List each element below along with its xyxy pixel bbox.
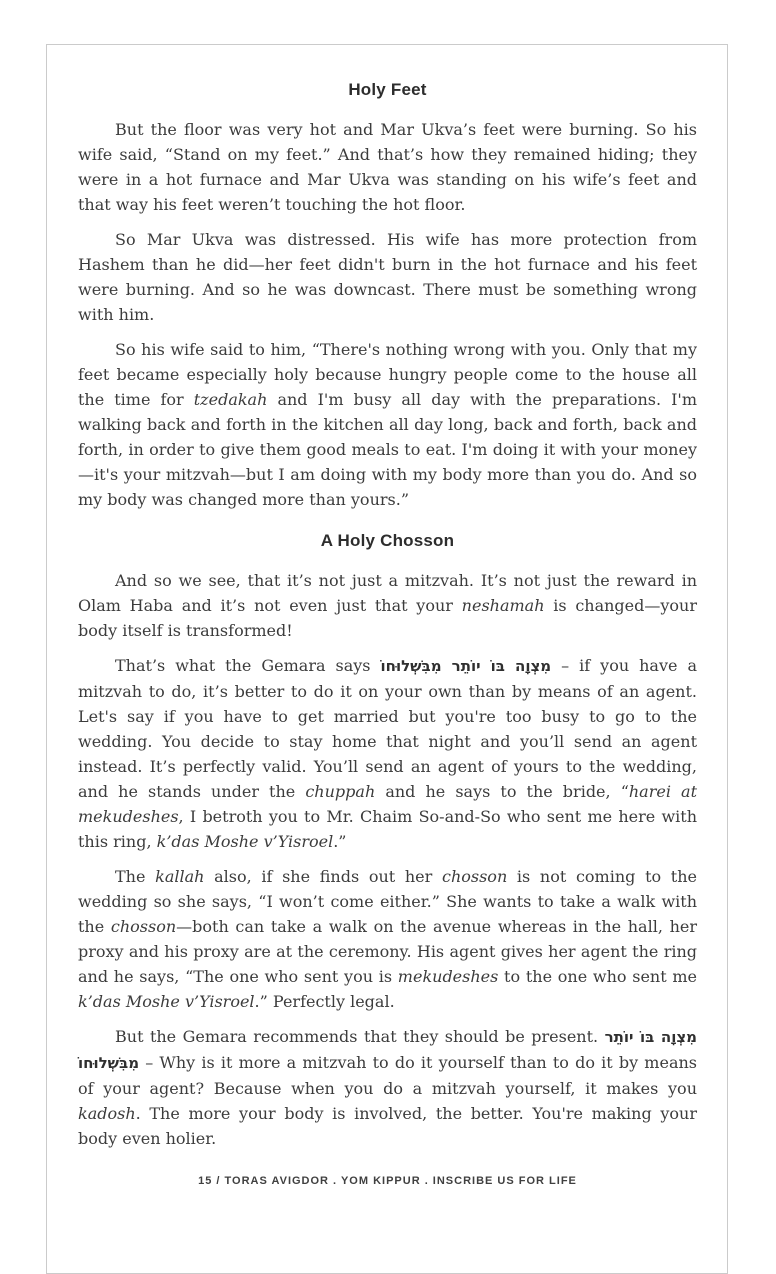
paragraph: So his wife said to him, “There's nothing wrong with you. Only that my feet became especially holy because hungry people come to the house all the time for tzedakah and I'm busy all day with the preparations. I'm walking back and forth in the kitchen all day long, back and forth, back and forth, in order to give them good meals to eat. I'm doing it with your money—it's your mitzvah—but I am doing with my body more than you do. And so my body was changed more than yours.” xyxy=(78,340,697,509)
transliterated-term: kadosh xyxy=(78,1104,136,1123)
paragraph: The kallah also, if she finds out her chosson is not coming to the wedding so she says, “I won’t come either.” She wants to take a walk with the chosson—both can take a walk on the avenue whereas in the hall, her proxy and his proxy are at the ceremony. His agent gives her agent the ring and he says, “The one who sent you is mekudeshes to the one who sent me k’das Moshe v’Yisroel.” Perfectly legal. xyxy=(78,867,698,1011)
hebrew-phrase: מִצְוָה בּוֹ יוֹתֵר מִבִּשְׁלוּחוֹ xyxy=(78,1028,698,1072)
transliterated-term: kallah xyxy=(155,867,205,886)
transliterated-term: chosson xyxy=(441,867,508,886)
page-footer xyxy=(78,1175,697,1187)
transliterated-term: mekudeshes xyxy=(397,967,499,986)
paragraph: But the floor was very hot and Mar Ukva’s feet were burning. So his wife said, “Stand on my feet.” And that’s how they remained hiding; they were in a hot furnace and Mar Ukva was standing on his wife’s feet and that way his feet weren’t touching the hot floor. xyxy=(78,120,697,214)
section xyxy=(78,531,697,1151)
section xyxy=(78,80,697,512)
section-heading: Holy Feet xyxy=(348,80,427,99)
transliterated-term: neshamah xyxy=(461,596,545,615)
transliterated-term: k’das Moshe v’Yisroel xyxy=(156,832,334,851)
footer-text: 15 / TORAS AVIGDOR . YOM KIPPUR . INSCRIBE US FOR LIFE xyxy=(198,1175,577,1187)
paragraph: But the Gemara recommends that they should be present. מִצְוָה בּוֹ יוֹתֵר מִבִּשְׁלוּחוֹ – Why is it more a mitzvah to do it yourself than to do it by means of your agent? Because when you do a mitzvah yourself, it makes you kadosh. The more your body is involved, the better. You're making your body even holier. xyxy=(78,1027,698,1148)
document-page xyxy=(46,44,728,1274)
hebrew-phrase: מִצְוָה בּוֹ יוֹתֵר מִבִּשְׁלוּחוֹ xyxy=(380,657,552,675)
paragraph: So Mar Ukva was distressed. His wife has more protection from Hashem than he did—her feet didn't burn in the hot furnace and his feet were burning. And so he was downcast. There must be something wrong with him. xyxy=(78,230,697,324)
transliterated-term: k’das Moshe v’Yisroel xyxy=(78,992,255,1011)
paragraph: And so we see, that it’s not just a mitzvah. It’s not just the reward in Olam Haba and it’s not even just that your neshamah is changed—your body itself is transformed! xyxy=(78,571,698,640)
paragraph: That’s what the Gemara says מִצְוָה בּוֹ יוֹתֵר מִבִּשְׁלוּחוֹ – if you have a mitzvah to do, it’s better to do it on your own than by means of an agent. Let's say if you have to get married but you're too busy to go to the wedding. You decide to stay home that night and you’ll send an agent instead. It’s perfectly valid. You’ll send an agent of yours to the wedding, and he stands under the chuppah and he says to the bride, “harei at mekudeshes, I betroth you to Mr. Chaim So-and-So who sent me here with this ring, k’das Moshe v’Yisroel.” xyxy=(78,656,698,851)
transliterated-term: chuppah xyxy=(305,782,376,801)
page-content xyxy=(78,80,697,1151)
transliterated-term: tzedakah xyxy=(193,390,268,409)
transliterated-term: harei at mekudeshes xyxy=(78,782,697,826)
transliterated-term: chosson xyxy=(110,917,177,936)
section-heading: A Holy Chosson xyxy=(320,531,455,550)
